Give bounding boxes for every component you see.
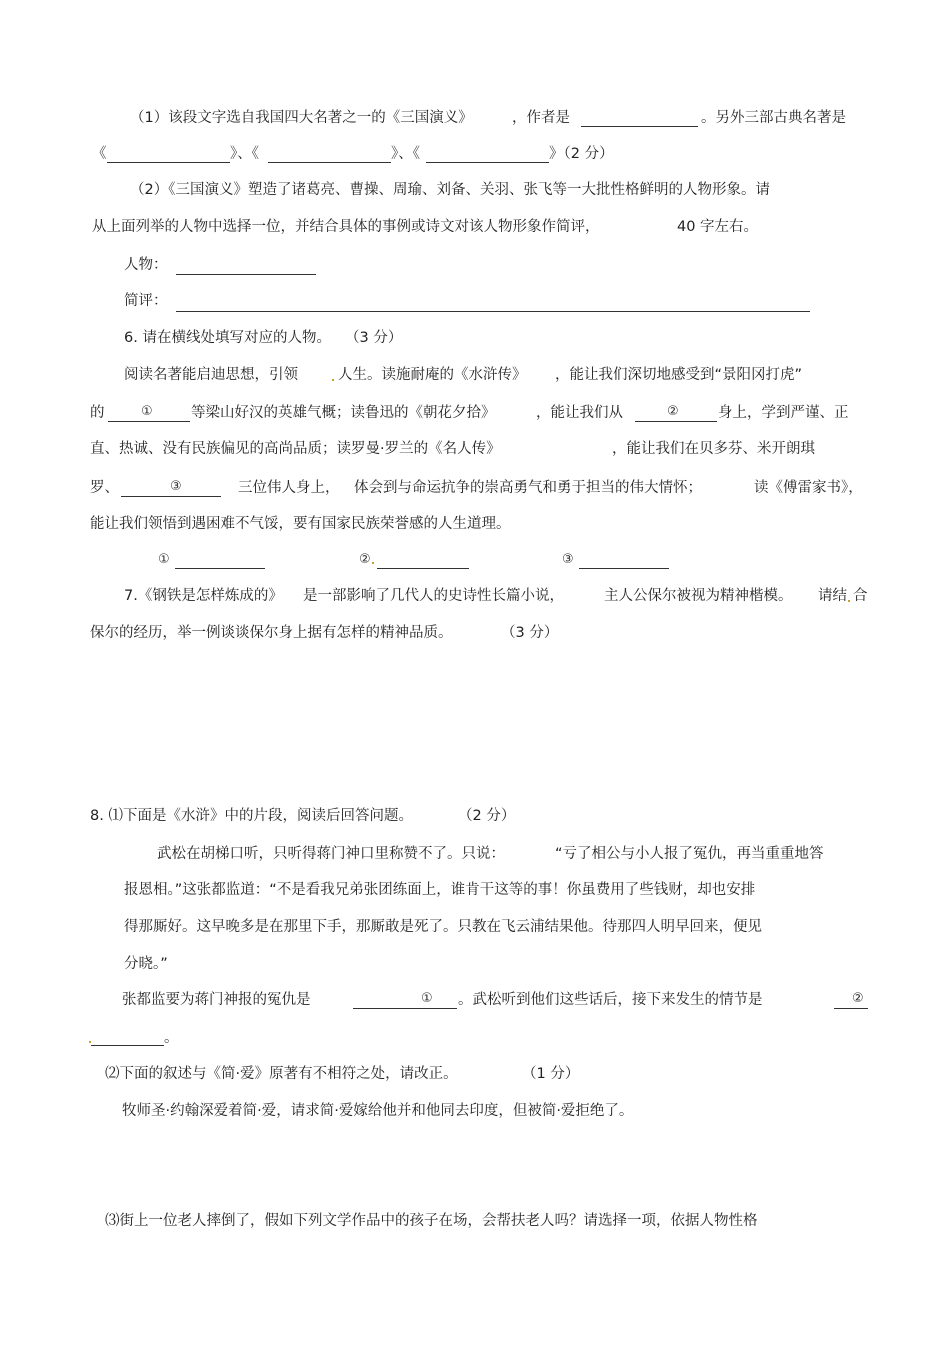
q7-line1-a: 7.《钢铁是怎样炼成的》 [124,588,283,604]
q7-line1-d: 请结 [818,588,847,604]
passage-line4: 分晓。” [124,956,168,972]
q8-title: 8. ⑴下面是《水浒》中的片段，阅读后回答问题。 [90,808,413,824]
q6-line1-b: 人生。读施耐庵的《水浒传》 [338,367,527,383]
q6-blank-3-marker: ③ [170,479,182,494]
q5-part2-line1: （2）《三国演义》塑造了诸葛亮、曹操、周瑜、刘备、关羽、张飞等一大批性格鲜明的人物形象。请 [130,182,770,198]
q8-blank-1[interactable] [353,1008,457,1009]
q5-part2-line2: 从上面列举的人物中选择一位，并结合具体的事例或诗文对该人物形象作简评， [92,219,600,235]
q6-answer-3-marker: ③ [562,552,574,567]
q6-answer-3-field[interactable] [579,568,669,569]
q6-answer-1-marker: ① [158,552,170,567]
q6-line5: 能让我们领悟到遇困难不气馁，要有国家民族荣誉感的人生道理。 [90,516,511,532]
q6-line2-a: 的 [90,405,105,421]
comment-answer-field[interactable] [176,311,810,312]
q6-line4-b: 三位伟人身上， [238,480,340,496]
ink-speck [89,1041,91,1043]
q6-answer-1-field[interactable] [175,568,265,569]
q8-ask-a: 张都监要为蒋门神报的冤仇是 [122,992,311,1008]
q6-title: 6. 请在横线处填写对应的人物。 [124,330,331,346]
q7-line1-e: 合 [853,588,868,604]
q8-part3-title: ⑶街上一位老人摔倒了，假如下列文学作品中的孩子在场，会帮扶老人吗？请选择一项，依据人物性格 [105,1213,758,1229]
passage-line1-b: “亏了相公与小人报了冤仇，再当重重地答 [555,846,824,862]
person-answer-field[interactable] [176,274,316,275]
q8-score-2: （1 分） [522,1066,580,1082]
q6-line1-c: ，能让我们深切地感受到“景阳冈打虎” [555,367,803,383]
q8-part2-text: 牧师圣·约翰深爱着简·爱，请求简·爱嫁给他并和他同去印度，但被简·爱拒绝了。 [122,1103,634,1119]
book-sep-3: 》、《 [391,146,420,162]
q6-line2-c: ，能让我们从 [536,405,623,421]
q8-ask-end: 。 [164,1030,179,1046]
q7-score: （3 分） [501,625,559,641]
answer-blank-book-3[interactable] [426,162,549,163]
answer-blank-author[interactable] [581,126,698,127]
q5-score: 》（2 分） [549,146,614,162]
answer-blank-book-1[interactable] [107,162,230,163]
q6-line2-d: 身上，学到严谨、正 [718,405,849,421]
ink-speck [848,600,850,602]
q8-part2-title: ⑵下面的叙述与《简·爱》原著有不相符之处，请改正。 [105,1066,458,1082]
q6-blank-1-marker: ① [141,404,153,419]
q6-line4-d: 读《傅雷家书》， [754,480,863,496]
passage-line3: 得那厮好。这早晚多是在那里下手，那厮敢是死了。只教在飞云浦结果他。待那四人明早回来，便见 [124,919,762,935]
q6-line4-c: 体会到与命运抗争的崇高勇气和勇于担当的伟大情怀； [354,480,702,496]
passage-line2: 报恩相。”这张都监道：“不是看我兄弟张团练面上，谁肯干这等的事！你虽费用了些钱财，却也安排 [124,882,756,898]
q8-score-1: （2 分） [458,808,516,824]
ink-speck [372,562,374,564]
q6-answer-2-field[interactable] [377,568,469,569]
q6-line2-b: 等梁山好汉的英雄气概；读鲁迅的《朝花夕拾》 [191,405,496,421]
q5-line1-c: 。另外三部古典名著是 [701,110,846,126]
book-open-mark: 《 [92,146,107,162]
q8-blank-2-marker: ② [852,991,864,1006]
answer-blank-book-2[interactable] [268,162,391,163]
q6-score: （3 分） [345,330,403,346]
q7-line1-b: 是一部影响了几代人的史诗性长篇小说， [303,588,564,604]
q7-line1-c: 主人公保尔被视为精神楷模。 [604,588,793,604]
ink-speck [332,379,334,381]
q8-ask-b: 。武松听到他们这些话后，接下来发生的情节是 [458,992,763,1008]
q5-line1-a: （1）该段文字选自我国四大名著之一的《三国演义》 [130,110,473,126]
q6-answer-2-marker: ② [359,552,371,567]
q6-line3-a: 直、热诚、没有民族偏见的高尚品质；读罗曼·罗兰的《名人传》 [90,441,501,457]
q8-blank-1-marker: ① [421,991,433,1006]
q6-line1-a: 阅读名著能启迪思想，引领 [124,367,298,383]
q5-line1-b: ，作者是 [512,110,570,126]
book-sep-2: 》、《 [230,146,259,162]
comment-label: 简评： [124,293,168,309]
q6-line3-b: ，能让我们在贝多芬、米开朗琪 [612,441,815,457]
q5-word-limit: 40 字左右。 [677,219,759,235]
q8-blank-2-continued[interactable] [91,1045,164,1046]
passage-line1-a: 武松在胡梯口听，只听得蒋门神口里称赞不了。只说： [157,846,505,862]
q6-line4-a: 罗、 [90,480,119,496]
person-label: 人物： [124,257,168,273]
q6-blank-2-marker: ② [667,404,679,419]
q7-line2: 保尔的经历，举一例谈谈保尔身上据有怎样的精神品质。 [90,625,453,641]
